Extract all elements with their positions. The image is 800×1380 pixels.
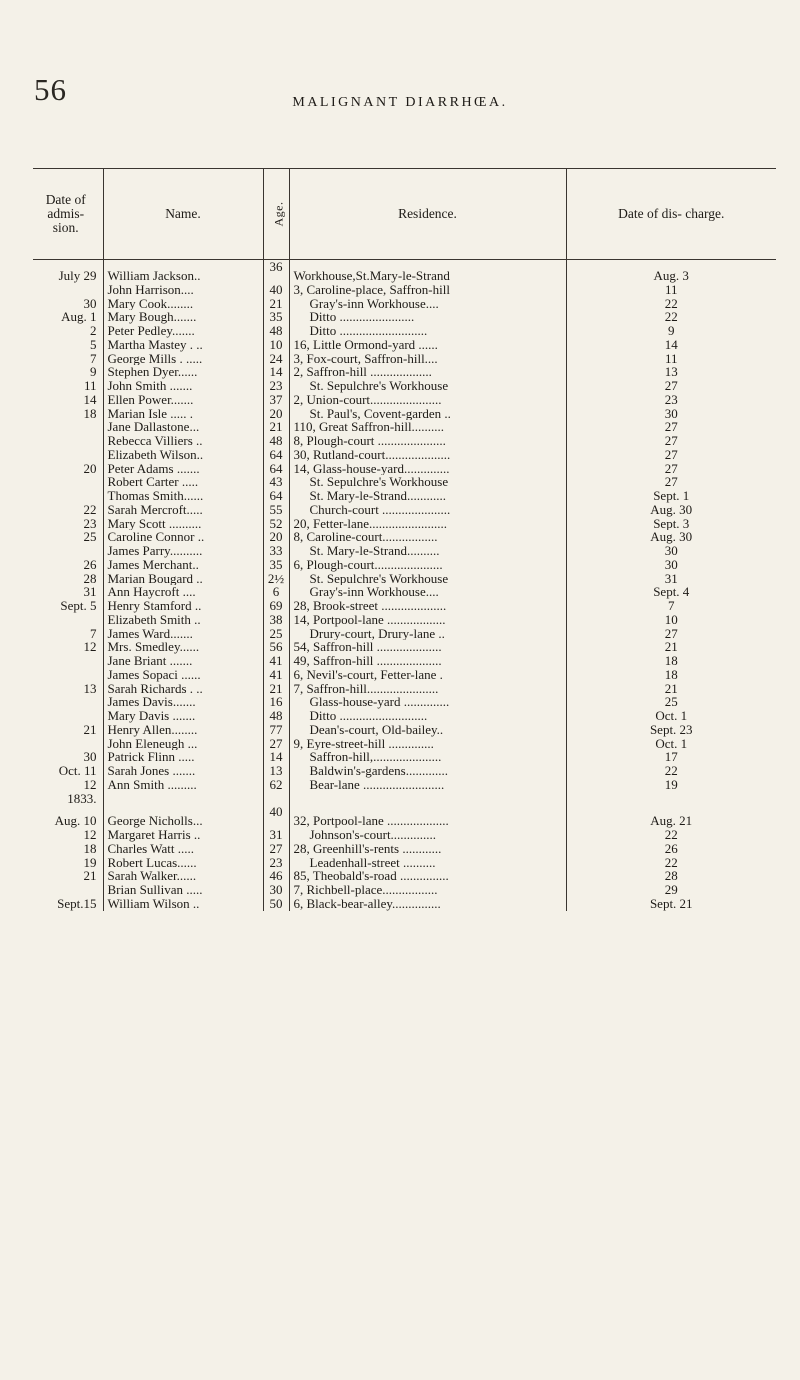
patient-name-cell: Marian Bougard .. bbox=[103, 572, 263, 586]
discharge-date-cell: 26 bbox=[566, 842, 776, 856]
table-row bbox=[33, 750, 776, 764]
table-row bbox=[33, 352, 776, 366]
admission-date-cell bbox=[33, 544, 103, 558]
discharge-date-cell: 22 bbox=[566, 764, 776, 778]
age-cell: 41 bbox=[263, 668, 289, 682]
age-cell: 30 bbox=[263, 883, 289, 897]
table-row bbox=[33, 654, 776, 668]
discharge-date-cell: 27 bbox=[566, 475, 776, 489]
residence-cell: 54, Saffron-hill .................... bbox=[289, 640, 566, 654]
age-cell: 48 bbox=[263, 709, 289, 723]
discharge-date-cell: 27 bbox=[566, 434, 776, 448]
admission-date-cell: Aug. 1 bbox=[61, 310, 97, 324]
patient-name-cell: William Wilson .. bbox=[103, 897, 263, 911]
admission-date-cell: 22 bbox=[83, 502, 97, 517]
residence-cell: 14, Glass-house-yard.............. bbox=[289, 462, 566, 476]
residence-cell: Glass-house-yard .............. bbox=[289, 695, 566, 709]
residence-cell: 6, Black-bear-alley............... bbox=[289, 897, 566, 911]
discharge-date-cell: 25 bbox=[566, 695, 776, 709]
age-cell: 48 bbox=[263, 324, 289, 338]
residence-cell bbox=[289, 792, 566, 806]
residence-cell: Leadenhall-street .......... bbox=[289, 856, 566, 870]
age-cell: 62 bbox=[263, 778, 289, 792]
age-cell: 31 bbox=[263, 828, 289, 842]
residence-cell: Ditto ........................... bbox=[289, 324, 566, 338]
admission-date-cell: 14 bbox=[83, 392, 97, 407]
age-cell: 64 bbox=[263, 462, 289, 476]
discharge-date-cell: 13 bbox=[566, 365, 776, 379]
age-cell: 52 bbox=[263, 517, 289, 531]
table-row bbox=[33, 682, 776, 696]
patient-name-cell: Mrs. Smedley...... bbox=[103, 640, 263, 654]
table-row bbox=[33, 310, 776, 324]
residence-cell: 110, Great Saffron-hill.......... bbox=[289, 420, 566, 434]
admission-date-cell bbox=[33, 883, 103, 897]
table-row bbox=[33, 668, 776, 682]
age-cell: 77 bbox=[263, 723, 289, 737]
patient-name-cell: Henry Stamford .. bbox=[103, 599, 263, 613]
admission-date-cell: 21 bbox=[83, 869, 97, 883]
residence-cell: Gray's-inn Workhouse.... bbox=[289, 585, 566, 599]
patient-name-cell: Robert Lucas...... bbox=[103, 856, 263, 870]
patient-name-cell: Rebecca Villiers .. bbox=[103, 434, 263, 448]
header-age-label: Age. bbox=[271, 201, 285, 227]
discharge-date-cell: 22 bbox=[566, 828, 776, 842]
age-cell: 40 bbox=[263, 805, 289, 828]
discharge-date-cell: 22 bbox=[566, 297, 776, 311]
residence-cell: 3, Fox-court, Saffron-hill.... bbox=[289, 352, 566, 366]
table-row bbox=[33, 420, 776, 434]
residence-cell: St. Mary-le-Strand.......... bbox=[289, 544, 566, 558]
header-residence: Residence. bbox=[289, 169, 566, 260]
residence-cell: 3, Caroline-place, Saffron-hill bbox=[289, 283, 566, 297]
age-cell: 27 bbox=[263, 842, 289, 856]
residence-cell: 7, Richbell-place................. bbox=[289, 883, 566, 897]
discharge-date-cell: Aug. 30 bbox=[566, 530, 776, 544]
admission-date-cell: 13 bbox=[83, 681, 97, 696]
age-cell: 25 bbox=[263, 627, 289, 641]
table-row bbox=[33, 869, 776, 883]
admission-date-cell bbox=[33, 475, 103, 489]
discharge-date-cell: 14 bbox=[566, 338, 776, 352]
age-cell: 50 bbox=[263, 897, 289, 911]
patient-name-cell: Martha Mastey . .. bbox=[103, 338, 263, 352]
discharge-date-cell: 11 bbox=[566, 352, 776, 366]
patient-name-cell: Mary Davis ....... bbox=[103, 709, 263, 723]
age-cell: 23 bbox=[263, 379, 289, 393]
discharge-date-cell: 18 bbox=[566, 668, 776, 682]
residence-cell: 14, Portpool-lane .................. bbox=[289, 613, 566, 627]
table-row bbox=[33, 283, 776, 297]
patient-name-cell: John Smith ....... bbox=[103, 379, 263, 393]
discharge-date-cell: 22 bbox=[566, 310, 776, 324]
table-row bbox=[33, 695, 776, 709]
discharge-date-cell: 21 bbox=[566, 640, 776, 654]
age-cell: 56 bbox=[263, 640, 289, 654]
header-date-discharge: Date of dis- charge. bbox=[566, 169, 776, 260]
age-cell: 48 bbox=[263, 434, 289, 448]
age-cell: 14 bbox=[263, 365, 289, 379]
admission-date-cell: 7 bbox=[90, 351, 97, 366]
age-cell: 33 bbox=[263, 544, 289, 558]
admission-date-cell: 21 bbox=[83, 722, 97, 737]
age-cell: 2½ bbox=[263, 572, 289, 586]
table-row bbox=[33, 462, 776, 476]
admission-date-cell: 31 bbox=[83, 585, 97, 599]
table-row bbox=[33, 489, 776, 503]
discharge-date-cell: Sept. 4 bbox=[566, 585, 776, 599]
discharge-date-cell: 17 bbox=[566, 750, 776, 764]
admission-date-cell: 28 bbox=[83, 571, 97, 586]
patient-name-cell: Jane Briant ....... bbox=[103, 654, 263, 668]
table-row bbox=[33, 805, 776, 828]
discharge-date-cell: 19 bbox=[566, 778, 776, 792]
patient-name-cell: John Eleneugh ... bbox=[103, 737, 263, 751]
residence-cell: 6, Plough-court..................... bbox=[289, 558, 566, 572]
age-cell: 23 bbox=[263, 856, 289, 870]
discharge-date-cell: 9 bbox=[566, 324, 776, 338]
residence-cell: 2, Union-court...................... bbox=[289, 393, 566, 407]
patient-name-cell: John Harrison.... bbox=[103, 283, 263, 297]
discharge-date-cell: Sept. 23 bbox=[566, 723, 776, 737]
admission-date-cell: 19 bbox=[83, 855, 97, 870]
age-cell: 10 bbox=[263, 338, 289, 352]
discharge-date-cell: Sept. 3 bbox=[566, 517, 776, 531]
page-number: 56 bbox=[34, 72, 67, 107]
admission-date-cell: July 29 bbox=[58, 268, 97, 283]
residence-cell: 32, Portpool-lane ................... bbox=[289, 805, 566, 828]
admissions-table bbox=[33, 168, 776, 911]
residence-cell: 28, Brook-street .................... bbox=[289, 599, 566, 613]
discharge-date-cell: Aug. 3 bbox=[566, 260, 776, 283]
table-row bbox=[33, 517, 776, 531]
discharge-date-cell: Sept. 21 bbox=[566, 897, 776, 911]
admission-date-cell bbox=[33, 448, 103, 462]
header-age bbox=[263, 169, 289, 260]
patient-name-cell: Sarah Mercroft..... bbox=[103, 503, 263, 517]
age-cell: 46 bbox=[263, 869, 289, 883]
residence-cell: Dean's-court, Old-bailey.. bbox=[289, 723, 566, 737]
patient-name-cell: Henry Allen........ bbox=[103, 723, 263, 737]
admission-date-cell bbox=[33, 434, 103, 448]
residence-cell: St. Sepulchre's Workhouse bbox=[289, 379, 566, 393]
table-row bbox=[33, 883, 776, 897]
residence-cell: Workhouse,St.Mary-le-Strand bbox=[289, 260, 566, 283]
age-cell: 35 bbox=[263, 558, 289, 572]
residence-cell: Bear-lane ......................... bbox=[289, 778, 566, 792]
table-row bbox=[33, 324, 776, 338]
table-row bbox=[33, 503, 776, 517]
age-cell: 35 bbox=[263, 310, 289, 324]
patient-name-cell: James Merchant.. bbox=[103, 558, 263, 572]
residence-cell: 30, Rutland-court.................... bbox=[289, 448, 566, 462]
residence-cell: St. Sepulchre's Workhouse bbox=[289, 475, 566, 489]
table-row bbox=[33, 365, 776, 379]
discharge-date-cell: 18 bbox=[566, 654, 776, 668]
table-row bbox=[33, 828, 776, 842]
table-row bbox=[33, 764, 776, 778]
age-cell: 37 bbox=[263, 393, 289, 407]
admission-date-cell: 26 bbox=[83, 557, 97, 572]
table-row bbox=[33, 338, 776, 352]
table-row bbox=[33, 585, 776, 599]
age-cell: 38 bbox=[263, 613, 289, 627]
age-cell: 21 bbox=[263, 297, 289, 311]
patient-name-cell: Patrick Flinn ..... bbox=[103, 750, 263, 764]
table-row bbox=[33, 448, 776, 462]
age-cell: 64 bbox=[263, 489, 289, 503]
table-row bbox=[33, 856, 776, 870]
admission-date-cell: 23 bbox=[83, 516, 97, 531]
discharge-date-cell: 27 bbox=[566, 420, 776, 434]
discharge-date-cell: 31 bbox=[566, 572, 776, 586]
discharge-date-cell: Aug. 21 bbox=[566, 805, 776, 828]
admission-date-cell bbox=[33, 654, 103, 668]
residence-cell: 49, Saffron-hill .................... bbox=[289, 654, 566, 668]
discharge-date-cell: 28 bbox=[566, 869, 776, 883]
admission-date-cell: 30 bbox=[83, 750, 97, 764]
residence-cell: Drury-court, Drury-lane .. bbox=[289, 627, 566, 641]
table-row bbox=[33, 260, 776, 283]
admission-date-cell: 7 bbox=[90, 626, 97, 641]
patient-name-cell: Thomas Smith...... bbox=[103, 489, 263, 503]
patient-name-cell: Stephen Dyer...... bbox=[103, 365, 263, 379]
table-row bbox=[33, 544, 776, 558]
residence-cell: 28, Greenhill's-rents ............ bbox=[289, 842, 566, 856]
table-row bbox=[33, 558, 776, 572]
patient-name-cell: Robert Carter ..... bbox=[103, 475, 263, 489]
residence-cell: Saffron-hill,..................... bbox=[289, 750, 566, 764]
patient-name-cell: Charles Watt ..... bbox=[103, 842, 263, 856]
patient-name-cell: Mary Scott .......... bbox=[103, 517, 263, 531]
residence-cell: 16, Little Ormond-yard ...... bbox=[289, 338, 566, 352]
admission-date-cell bbox=[33, 420, 103, 434]
age-cell: 40 bbox=[263, 283, 289, 297]
age-cell: 14 bbox=[263, 750, 289, 764]
admission-date-cell: 2 bbox=[90, 324, 97, 338]
residence-cell: 9, Eyre-street-hill .............. bbox=[289, 737, 566, 751]
discharge-date-cell: 7 bbox=[566, 599, 776, 613]
table-row bbox=[33, 640, 776, 654]
patient-name-cell bbox=[103, 792, 263, 806]
discharge-date-cell: 27 bbox=[566, 627, 776, 641]
admission-date-cell: 20 bbox=[83, 461, 97, 476]
age-cell: 36 bbox=[263, 260, 289, 283]
admission-date-cell: 18 bbox=[83, 406, 97, 421]
patient-name-cell: William Jackson.. bbox=[103, 260, 263, 283]
table-row bbox=[33, 842, 776, 856]
admission-date-cell bbox=[33, 695, 103, 709]
discharge-date-cell: Oct. 1 bbox=[566, 709, 776, 723]
age-cell: 21 bbox=[263, 420, 289, 434]
admission-date-cell: 30 bbox=[83, 296, 97, 311]
discharge-date-cell: 27 bbox=[566, 379, 776, 393]
residence-cell: 7, Saffron-hill...................... bbox=[289, 682, 566, 696]
admission-date-cell: Oct. 11 bbox=[58, 764, 97, 778]
patient-name-cell: Sarah Richards . .. bbox=[103, 682, 263, 696]
admission-date-cell bbox=[33, 489, 103, 503]
patient-name-cell: Jane Dallastone... bbox=[103, 420, 263, 434]
discharge-date-cell: 10 bbox=[566, 613, 776, 627]
patient-name-cell: James Sopaci ...... bbox=[103, 668, 263, 682]
age-cell: 43 bbox=[263, 475, 289, 489]
admission-date-cell: 25 bbox=[83, 530, 97, 544]
table-row bbox=[33, 709, 776, 723]
residence-cell: 8, Plough-court ..................... bbox=[289, 434, 566, 448]
residence-cell: 6, Nevil's-court, Fetter-lane . bbox=[289, 668, 566, 682]
residence-cell: Johnson's-court.............. bbox=[289, 828, 566, 842]
admission-date-cell bbox=[33, 668, 103, 682]
residence-cell: 8, Caroline-court................. bbox=[289, 530, 566, 544]
discharge-date-cell: 30 bbox=[566, 407, 776, 421]
table-row bbox=[33, 434, 776, 448]
admission-date-cell: 11 bbox=[83, 379, 97, 393]
age-cell: 20 bbox=[263, 407, 289, 421]
age-cell: 55 bbox=[263, 503, 289, 517]
patient-name-cell: Ellen Power....... bbox=[103, 393, 263, 407]
admission-date-cell: 1833. bbox=[67, 791, 97, 806]
residence-cell: 20, Fetter-lane........................ bbox=[289, 517, 566, 531]
table-row bbox=[33, 393, 776, 407]
patient-name-cell: Ann Haycroft .... bbox=[103, 585, 263, 599]
table-row bbox=[33, 737, 776, 751]
discharge-date-cell: 27 bbox=[566, 462, 776, 476]
admission-date-cell: 5 bbox=[90, 337, 97, 352]
table-row bbox=[33, 407, 776, 421]
discharge-date-cell: 30 bbox=[566, 544, 776, 558]
discharge-date-cell: 21 bbox=[566, 682, 776, 696]
table-row bbox=[33, 723, 776, 737]
discharge-date-cell: Sept. 1 bbox=[566, 489, 776, 503]
running-head: MALIGNANT DIARRHŒA. bbox=[292, 95, 508, 110]
table-row bbox=[33, 792, 776, 806]
table-body bbox=[33, 260, 776, 911]
discharge-date-cell: 27 bbox=[566, 448, 776, 462]
header-name: Name. bbox=[103, 169, 263, 260]
admission-date-cell bbox=[33, 613, 103, 627]
admission-date-cell: Aug. 10 bbox=[54, 813, 97, 828]
patient-name-cell: Sarah Jones ....... bbox=[103, 764, 263, 778]
discharge-date-cell bbox=[566, 792, 776, 806]
patient-name-cell: Brian Sullivan ..... bbox=[103, 883, 263, 897]
admission-date-cell bbox=[33, 737, 103, 751]
age-cell: 69 bbox=[263, 599, 289, 613]
discharge-date-cell: 11 bbox=[566, 283, 776, 297]
admission-date-cell: Sept. 5 bbox=[60, 599, 97, 613]
age-cell bbox=[263, 792, 289, 806]
patient-name-cell: Mary Bough....... bbox=[103, 310, 263, 324]
patient-name-cell: Margaret Harris .. bbox=[103, 828, 263, 842]
residence-cell: 85, Theobald's-road ............... bbox=[289, 869, 566, 883]
patient-name-cell: George Nicholls... bbox=[103, 805, 263, 828]
admission-date-cell: 12 bbox=[83, 828, 97, 842]
table-row bbox=[33, 613, 776, 627]
header-date-admission: Date of admis- sion. bbox=[33, 169, 103, 260]
table-row bbox=[33, 778, 776, 792]
patient-name-cell: James Parry.......... bbox=[103, 544, 263, 558]
table-row bbox=[33, 572, 776, 586]
table-row bbox=[33, 627, 776, 641]
admission-date-cell: 18 bbox=[83, 841, 97, 856]
age-cell: 6 bbox=[263, 585, 289, 599]
patient-name-cell: Marian Isle ..... . bbox=[103, 407, 263, 421]
patient-name-cell: James Davis....... bbox=[103, 695, 263, 709]
admission-date-cell: 9 bbox=[90, 365, 97, 379]
admission-date-cell bbox=[33, 709, 103, 723]
admission-date-cell: 12 bbox=[83, 777, 97, 792]
patient-name-cell: James Ward....... bbox=[103, 627, 263, 641]
residence-cell: Gray's-inn Workhouse.... bbox=[289, 297, 566, 311]
age-cell: 16 bbox=[263, 695, 289, 709]
residence-cell: Ditto ....................... bbox=[289, 310, 566, 324]
discharge-date-cell: 23 bbox=[566, 393, 776, 407]
admission-date-cell: Sept.15 bbox=[57, 896, 97, 911]
residence-cell: Church-court ..................... bbox=[289, 503, 566, 517]
residence-cell: St. Sepulchre's Workhouse bbox=[289, 572, 566, 586]
admission-date-cell: 12 bbox=[83, 640, 97, 654]
table-row bbox=[33, 599, 776, 613]
discharge-date-cell: 29 bbox=[566, 883, 776, 897]
patient-name-cell: Sarah Walker...... bbox=[103, 869, 263, 883]
residence-cell: Baldwin's-gardens............. bbox=[289, 764, 566, 778]
discharge-date-cell: 30 bbox=[566, 558, 776, 572]
discharge-date-cell: Aug. 30 bbox=[566, 503, 776, 517]
table-row bbox=[33, 897, 776, 911]
table-row bbox=[33, 530, 776, 544]
table-header-row bbox=[33, 169, 776, 260]
admission-date-cell bbox=[33, 283, 103, 297]
patient-name-cell: George Mills . ..... bbox=[103, 352, 263, 366]
age-cell: 13 bbox=[263, 764, 289, 778]
age-cell: 41 bbox=[263, 654, 289, 668]
residence-cell: St. Mary-le-Strand............ bbox=[289, 489, 566, 503]
patient-name-cell: Caroline Connor .. bbox=[103, 530, 263, 544]
age-cell: 21 bbox=[263, 682, 289, 696]
patient-name-cell: Ann Smith ......... bbox=[103, 778, 263, 792]
patient-name-cell: Peter Pedley....... bbox=[103, 324, 263, 338]
discharge-date-cell: 22 bbox=[566, 856, 776, 870]
age-cell: 64 bbox=[263, 448, 289, 462]
patient-name-cell: Elizabeth Wilson.. bbox=[103, 448, 263, 462]
age-cell: 24 bbox=[263, 352, 289, 366]
table-row bbox=[33, 475, 776, 489]
discharge-date-cell: Oct. 1 bbox=[566, 737, 776, 751]
residence-cell: St. Paul's, Covent-garden .. bbox=[289, 407, 566, 421]
residence-cell: 2, Saffron-hill ................... bbox=[289, 365, 566, 379]
table-row bbox=[33, 297, 776, 311]
age-cell: 27 bbox=[263, 737, 289, 751]
patient-name-cell: Elizabeth Smith .. bbox=[103, 613, 263, 627]
age-cell: 20 bbox=[263, 530, 289, 544]
residence-cell: Ditto ........................... bbox=[289, 709, 566, 723]
patient-name-cell: Peter Adams ....... bbox=[103, 462, 263, 476]
table-row bbox=[33, 379, 776, 393]
patient-name-cell: Mary Cook........ bbox=[103, 297, 263, 311]
